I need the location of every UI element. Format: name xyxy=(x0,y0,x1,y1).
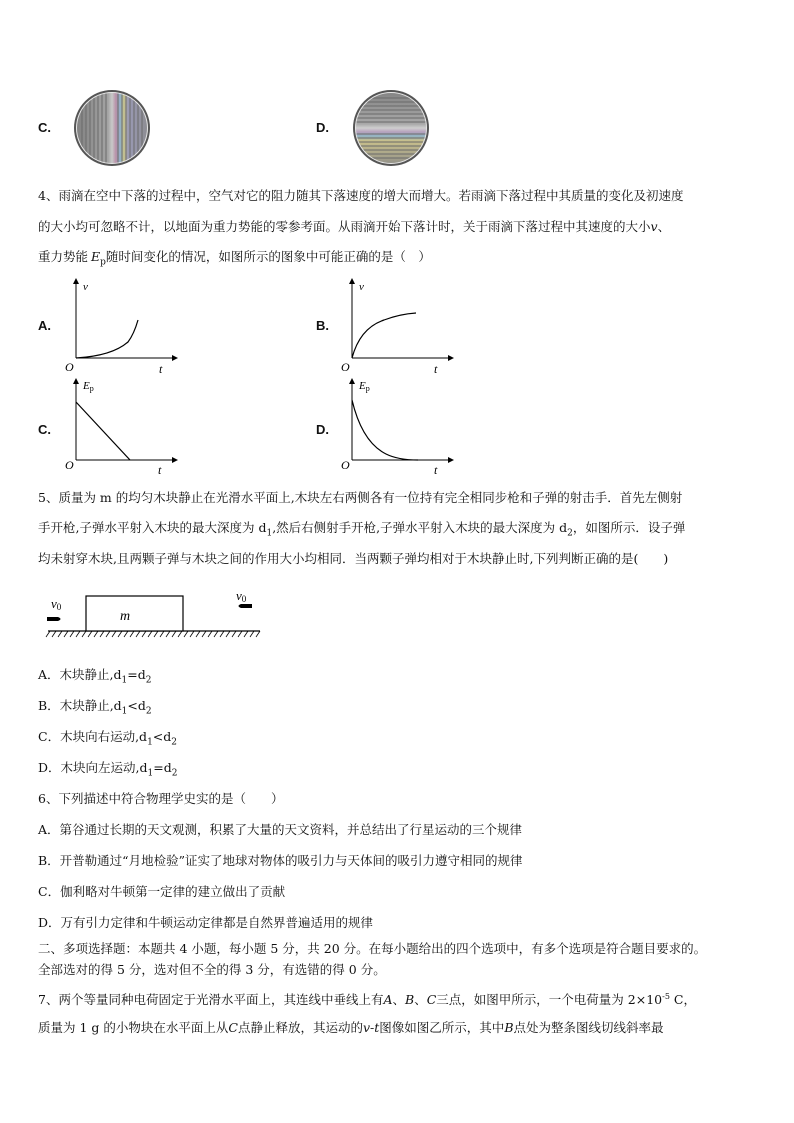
q4-option-d-label[interactable]: D. xyxy=(316,422,329,437)
q5-d-rel: =d xyxy=(153,760,172,775)
q4-graph-a xyxy=(62,276,182,376)
q5-figure xyxy=(44,592,264,638)
q3-option-c-image xyxy=(72,88,152,168)
q4-var-E: E xyxy=(91,249,101,264)
q4-graph-b xyxy=(338,276,458,376)
q4d-y-sub: p xyxy=(365,384,370,393)
q6-option-d[interactable]: D．万有引力定律和牛顿运动定律都是自然界普遍适用的规律 xyxy=(38,915,374,930)
q3-option-d-image xyxy=(351,88,431,168)
q7-line2-B: B xyxy=(504,1020,514,1035)
q4-var-E-sub: p xyxy=(100,257,106,268)
q7-line2-a: 质量为 1 g 的小物块在水平面上从 xyxy=(38,1020,229,1035)
q7-line1-b: 三点，如图甲所示，一个电荷量为 2×10 xyxy=(436,992,663,1008)
q5-option-b[interactable] xyxy=(38,698,152,720)
q7-line1-a: 7、两个等量同种电荷固定于光滑水平面上，其连线中垂线上有 xyxy=(38,992,384,1008)
left-v0-sub: 0 xyxy=(56,602,62,612)
q7-exponent: -5 xyxy=(662,992,670,1001)
right-v0-sub: 0 xyxy=(241,594,247,604)
q4-option-b-label[interactable]: B. xyxy=(316,318,329,333)
q6-option-a[interactable]: A．第谷通过长期的天文观测，积累了大量的天文资料，并总结出了行星运动的三个规律 xyxy=(38,822,523,837)
ground-hatching xyxy=(46,631,260,637)
q4-graph-d xyxy=(338,376,458,476)
q7-line2-d: 点处为整条图线切线斜率最 xyxy=(513,1020,664,1035)
q7-line2-vt: v-t xyxy=(362,1020,380,1035)
q6-stem: 6、下列描述中符合物理学史实的是（ ） xyxy=(38,791,284,806)
q4d-y-E: E xyxy=(359,380,366,392)
q4-line2-text: 的大小均可忽略不计，以地面为重力势能的零参考面。从雨滴开始下落计时，关于雨滴下落过程中其速度的大小 xyxy=(38,219,651,234)
q5-a-s2: 2 xyxy=(145,675,152,686)
q5-line2-sub1: 1 xyxy=(266,528,273,539)
q5-b-label: B． xyxy=(38,698,60,713)
q7-line1-c: C， xyxy=(669,992,696,1008)
q5-line2-c: ，如图所示．设子弹 xyxy=(572,520,686,535)
left-bullet xyxy=(47,617,61,621)
right-v0-v: v xyxy=(236,592,242,603)
q7-point-b: B xyxy=(405,992,415,1008)
q5-b-rel: <d xyxy=(127,698,146,713)
q5-stem-line1: 5、质量为 m 的均匀木块静止在光滑水平面上,木块左右两侧各有一位持有完全相同步枪和子弹的射击手．首先左侧射 xyxy=(38,490,683,505)
q7-stem-line2 xyxy=(38,1020,664,1036)
right-bullet xyxy=(239,604,253,608)
q5-d-label: D． xyxy=(38,760,61,775)
q5-d-s1: 1 xyxy=(147,768,154,779)
q5-b-text: 木块静止,d xyxy=(59,698,122,713)
q5-c-rel: <d xyxy=(152,729,172,744)
wooden-block xyxy=(86,596,183,631)
q5-line2-sub2: 2 xyxy=(567,528,573,539)
q4-graph-c xyxy=(62,376,182,476)
q5-stem-line2 xyxy=(38,520,685,542)
q5-d-s2: 2 xyxy=(171,768,178,779)
q5-a-rel: =d xyxy=(127,667,146,682)
q4d-y-label xyxy=(358,380,370,393)
q7-point-c: C xyxy=(426,992,437,1008)
q4c-origin: O xyxy=(65,458,74,472)
left-v0-v: v xyxy=(51,596,57,611)
q5-option-c[interactable] xyxy=(38,729,177,751)
q5-stem-line3: 均未射穿木块,且两颗子弹与木块之间的作用大小均相同．当两颗子弹均相对于木块静止时,下列判断正确的是( ) xyxy=(38,551,669,566)
section2-heading-line2: 全部选对的得 5 分，选对但不全的得 3 分，有选错的得 0 分。 xyxy=(38,962,386,977)
q4b-origin: O xyxy=(341,360,350,374)
q4-stem-line1: 4、雨滴在空中下落的过程中，空气对它的阻力随其下落速度的增大而增大。若雨滴下落过程中其质量的变化及初速度 xyxy=(38,188,684,203)
q4-stem-line3 xyxy=(38,249,431,271)
q3-option-d-label[interactable]: D. xyxy=(316,120,329,135)
q4b-y-label: v xyxy=(359,281,364,293)
q5-a-label: A． xyxy=(38,667,60,682)
q4d-x-label: t xyxy=(434,463,438,476)
q4a-origin: O xyxy=(65,360,74,374)
q7-sep2: 、 xyxy=(414,992,427,1008)
q4-option-c-label[interactable]: C. xyxy=(38,422,51,437)
q5-a-text: 木块静止,d xyxy=(59,667,122,682)
q4-line3-text: 重力势能 xyxy=(38,249,89,264)
block-mass-label: m xyxy=(120,609,131,624)
section2-heading-line1: 二、多项选择题：本题共 4 小题，每小题 5 分，共 20 分。在每小题给出的四个选项中，有多个选项是符合题目要求的。 xyxy=(38,941,707,956)
q5-a-s1: 1 xyxy=(121,675,128,686)
q5-line2-a: 手开枪,子弹水平射入木块的最大深度为 d xyxy=(38,520,267,535)
q4c-y-label xyxy=(82,380,94,393)
q6-option-c[interactable]: C．伽利略对牛顿第一定律的建立做出了贡献 xyxy=(38,884,286,899)
right-v0-label xyxy=(236,592,247,604)
q3-option-c-label[interactable]: C. xyxy=(38,120,51,135)
q5-c-text: 木块向右运动,d xyxy=(60,729,148,744)
q4b-x-label: t xyxy=(434,362,438,376)
q4-option-a-label[interactable]: A. xyxy=(38,318,51,333)
q4c-y-E: E xyxy=(83,380,90,392)
q5-c-s2: 2 xyxy=(171,737,178,748)
q4-stem-line2 xyxy=(38,219,670,235)
q4c-x-label: t xyxy=(158,463,162,476)
q7-line2-b: 点静止释放，其运动的 xyxy=(237,1020,363,1035)
q5-b-s1: 1 xyxy=(121,706,128,717)
q5-option-d[interactable] xyxy=(38,760,177,782)
q4-var-v: v xyxy=(650,219,658,234)
q4a-x-label: t xyxy=(159,362,163,376)
q5-line2-b: ,然后右侧射手开枪,子弹水平射入木块的最大深度为 d xyxy=(272,520,568,535)
q6-option-b[interactable]: B．开普勒通过“月地检验”证实了地球对物体的吸引力与天体间的吸引力遵守相同的规律 xyxy=(38,853,523,868)
q4a-y-label: v xyxy=(83,281,88,293)
q4-line2-end: 、 xyxy=(657,219,671,234)
left-v0-label xyxy=(51,596,62,612)
q7-sep1: 、 xyxy=(392,992,406,1008)
q4-line3-end: 随时间变化的情况，如图所示的图象中可能正确的是（ ） xyxy=(105,249,431,264)
q5-b-s2: 2 xyxy=(145,706,152,717)
q7-line2-c: 图像如图乙所示，其中 xyxy=(379,1020,505,1035)
q5-c-s1: 1 xyxy=(147,737,153,748)
q5-c-label: C． xyxy=(38,729,61,744)
q7-stem-line1 xyxy=(38,989,696,1008)
q7-line2-C: C xyxy=(228,1020,238,1035)
q5-option-a[interactable] xyxy=(38,667,151,689)
q4d-origin: O xyxy=(341,458,350,472)
q7-point-a: A xyxy=(383,992,393,1008)
q5-d-text: 木块向左运动,d xyxy=(60,760,148,775)
q4c-y-sub: p xyxy=(89,384,94,393)
